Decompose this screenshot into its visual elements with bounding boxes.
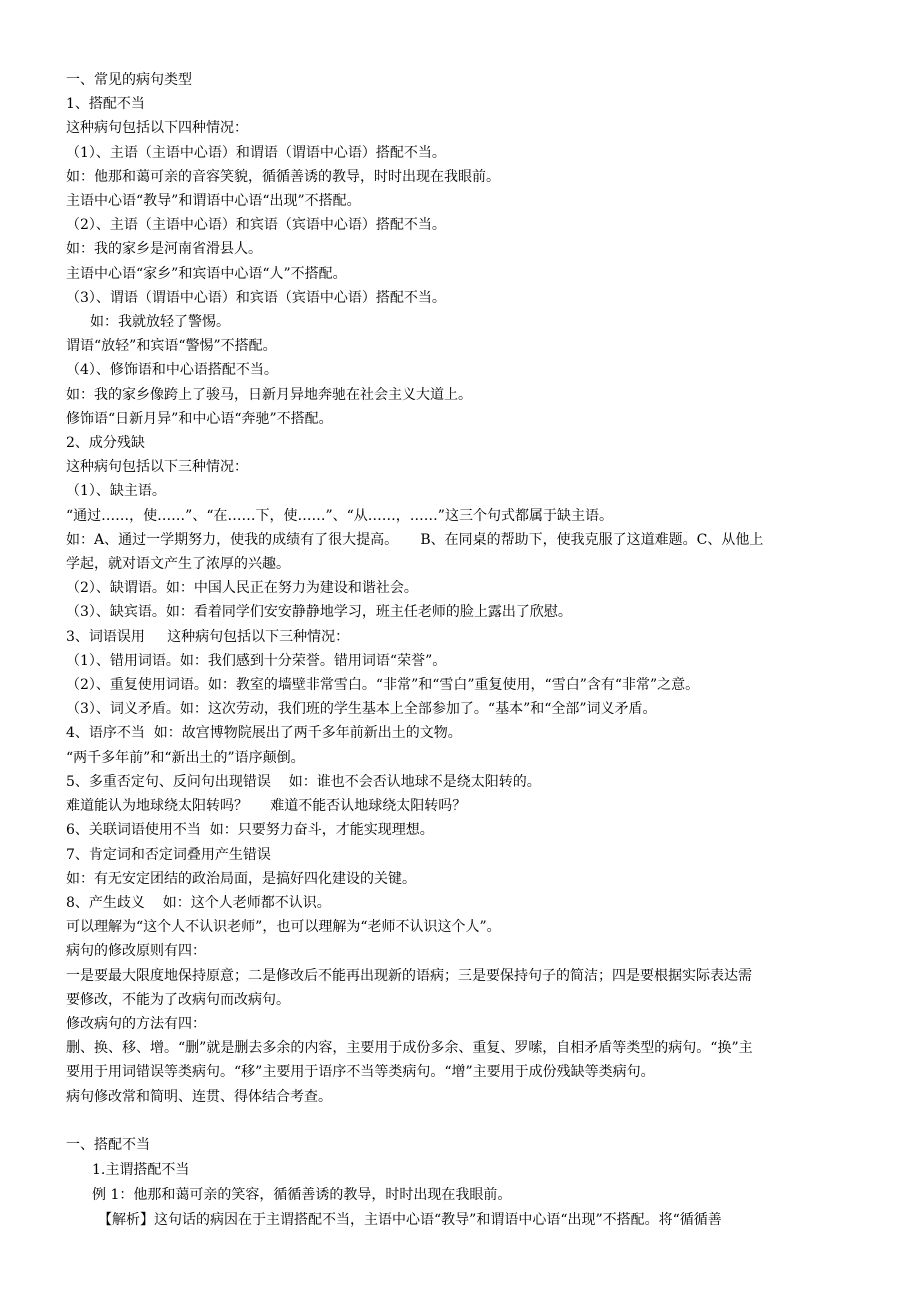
text-line: 这种病句包括以下四种情况： (66, 120, 248, 137)
text-line: 修改病句的方法有四： (66, 1015, 206, 1032)
text-line: 难道能认为地球绕太阳转吗？ 难道不能否认地球绕太阳转吗？ (66, 798, 467, 815)
text-line: 如：我的家乡是河南省滑县人。 (66, 241, 262, 258)
text-line: 如：我的家乡像跨上了骏马，日新月异地奔驰在社会主义大道上。 (66, 386, 472, 403)
section-two (66, 1133, 861, 1233)
text-line: 8、产生歧义 如：这个人老师都不认识。 (66, 894, 331, 911)
text-line: 4、语序不当 如：故宫博物院展出了两千多年前新出土的文物。 (66, 725, 462, 742)
text-line: （3）、谓语（谓语中心语）和宾语（宾语中心语）搭配不当。 (66, 289, 446, 306)
text-line: 如：A、通过一学期努力，使我的成绩有了很大提高。 B、在同桌的帮助下，使我克服了这道难题。C、从他上 (66, 531, 764, 548)
text-line: 学起，就对语文产生了浓厚的兴趣。 (66, 556, 290, 573)
text-line: （1）、主语（主语中心语）和谓语（谓语中心语）搭配不当。 (66, 144, 446, 161)
text-line: 病句修改常和简明、连贯、得体结合考查。 (66, 1088, 332, 1105)
text-line: 这种病句包括以下三种情况： (66, 459, 248, 476)
text-line: （2）、主语（主语中心语）和宾语（宾语中心语）搭配不当。 (66, 217, 446, 234)
text-line: （4）、修饰语和中心语搭配不当。 (66, 362, 278, 379)
text-line: 5、多重否定句、反问句出现错误 如：谁也不会否认地球不是绕太阳转的。 (66, 773, 541, 790)
text-line: 一、常见的病句类型 (66, 72, 192, 88)
text-line: 7、肯定词和否定词叠用产生错误 (66, 846, 271, 863)
text-line: 主语中心语“教导”和谓语中心语“出现”不搭配。 (66, 193, 361, 210)
text-line: （2）、重复使用词语。如：教室的墙壁非常雪白。“非常”和“雪白”重复使用，“雪白”含有“非常”之意。 (66, 677, 700, 694)
text-line: 可以理解为“这个人不认识老师”，也可以理解为“老师不认识这个人”。 (66, 919, 501, 936)
text-line: 如：他那和蔼可亲的音容笑貌，循循善诱的教导，时时出现在我眼前。 (66, 168, 500, 185)
text-line: 3、词语误用 这种病句包括以下三种情况： (66, 628, 350, 645)
blank-line (66, 1109, 861, 1133)
text-line: 修饰语“日新月异”和中心语“奔驰”不搭配。 (66, 410, 333, 427)
example-sentence: 例 1：他那和蔼可亲的笑容，循循善诱的教导，时时出现在我眼前。 (92, 1186, 512, 1203)
text-line: “两千多年前”和“新出土的”语序颠倒。 (66, 749, 305, 766)
text-line: （2）、缺谓语。如：中国人民正在努力为建设和谐社会。 (66, 580, 418, 597)
text-line: 要修改，不能为了改病句而改病句。 (66, 991, 290, 1008)
text-line: （3）、缺宾语。如：看着同学们安安静静地学习，班主任老师的脸上露出了欣慰。 (66, 604, 572, 621)
subsection-title: 1.主谓搭配不当 (92, 1161, 190, 1178)
document-body (66, 68, 861, 1109)
text-line: 如：有无安定团结的政治局面，是搞好四化建设的关键。 (66, 870, 416, 887)
text-line: 病句的修改原则有四： (66, 943, 206, 960)
text-line: “通过……，使……”、“在……下，使……”、“从……，……”这三个句式都属于缺主语。 (66, 507, 613, 524)
text-line: 1、搭配不当 (66, 96, 145, 113)
text-line: 2、成分残缺 (66, 435, 145, 452)
text-line: 谓语“放轻”和宾语“警惕”不搭配。 (66, 338, 277, 355)
text-line: 主语中心语“家乡”和宾语中心语“人”不搭配。 (66, 265, 347, 282)
text-line: 删、换、移、增。“删”就是删去多余的内容，主要用于成份多余、重复、罗嗦，自相矛盾等类型的病句。“换”主 (66, 1040, 753, 1057)
text-line: （1）、错用词语。如：我们感到十分荣誉。错用词语“荣誉”。 (66, 652, 447, 669)
text-line: 要用于用词错误等类病句。“移”主要用于语序不当等类病句。“增”主要用于成份残缺等类病句。 (66, 1064, 655, 1081)
text-line: 6、关联词语使用不当 如：只要努力奋斗，才能实现理想。 (66, 822, 434, 839)
document-page (66, 68, 861, 1233)
text-line: （3）、词义矛盾。如：这次劳动，我们班的学生基本上全部参加了。“基本”和“全部”词义矛盾。 (66, 701, 657, 718)
section-heading: 一、搭配不当 (66, 1136, 150, 1153)
text-line: （1）、缺主语。 (66, 483, 166, 500)
text-line: 一是要最大限度地保持原意；二是修改后不能再出现新的语病；三是要保持句子的简洁；四是要根据实际表达需 (66, 967, 752, 984)
text-line: 如：我就放轻了警惕。 (90, 314, 230, 331)
analysis-text: 【解析】这句话的病因在于主谓搭配不当，主语中心语“教导”和谓语中心语“出现”不搭配。将“循循善 (98, 1211, 722, 1228)
